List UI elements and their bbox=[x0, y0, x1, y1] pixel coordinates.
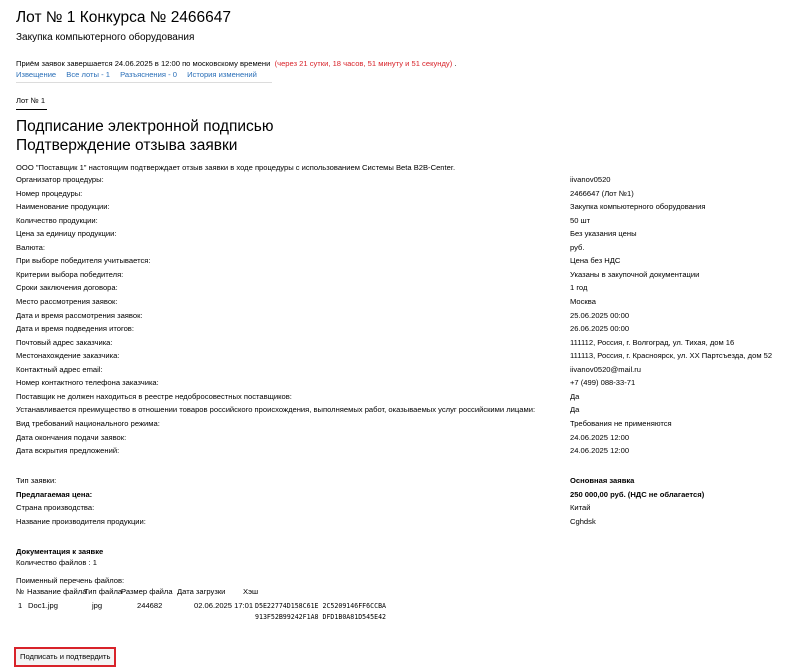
bid-value: Основная заявка bbox=[570, 476, 635, 485]
detail-label: Наименование продукции: bbox=[16, 202, 110, 211]
file-name[interactable]: Doc1.jpg bbox=[28, 601, 58, 610]
detail-row bbox=[0, 229, 800, 242]
detail-label: Дата и время подведения итогов: bbox=[16, 324, 134, 333]
deadline-notice bbox=[16, 59, 456, 68]
detail-row bbox=[0, 405, 800, 418]
detail-value: 24.06.2025 12:00 bbox=[570, 446, 630, 455]
detail-label: Поставщик не должен находиться в реестре недобросовестных поставщиков: bbox=[16, 392, 292, 401]
deadline-remaining: (через 21 сутки, 18 часов, 51 минуту и 51 секунду) bbox=[274, 59, 453, 68]
detail-value: +7 (499) 088-33-71 bbox=[570, 378, 636, 387]
file-hash-line2: 913F52B99242F1A8 DFD1B0A81D545E42 bbox=[255, 613, 387, 621]
detail-value: iivanov0520 bbox=[570, 175, 611, 184]
detail-label: Номер процедуры: bbox=[16, 189, 83, 198]
column-file-name: Название файла bbox=[27, 587, 87, 596]
detail-value: 111113, Россия, г. Красноярск, ул. XX Партсъезда, дом 52 bbox=[570, 351, 773, 360]
sign-and-confirm-button[interactable]: Подписать и подтвердить bbox=[14, 647, 116, 667]
detail-row bbox=[0, 446, 800, 459]
procedure-links bbox=[16, 70, 265, 79]
detail-value: Москва bbox=[570, 297, 596, 306]
detail-label: Дата и время рассмотрения заявок: bbox=[16, 311, 143, 320]
detail-row bbox=[0, 243, 800, 256]
tab-lot-1[interactable]: Лот № 1 bbox=[16, 96, 46, 105]
detail-label: Место рассмотрения заявок: bbox=[16, 297, 118, 306]
detail-row bbox=[0, 283, 800, 296]
detail-value: руб. bbox=[570, 243, 585, 252]
detail-label: Количество продукции: bbox=[16, 216, 98, 225]
detail-value: iivanov0520@mail.ru bbox=[570, 365, 642, 374]
bid-row bbox=[0, 503, 800, 516]
detail-label: Номер контактного телефона заказчика: bbox=[16, 378, 159, 387]
procurement-subtitle: Закупка компьютерного оборудования bbox=[16, 32, 195, 43]
bid-value: Cghdsk bbox=[570, 517, 596, 526]
detail-row bbox=[0, 351, 800, 364]
link-change-history[interactable]: История изменений bbox=[187, 70, 257, 79]
detail-label: При выборе победителя учитывается: bbox=[16, 256, 151, 265]
detail-row bbox=[0, 378, 800, 391]
bid-value: 250 000,00 руб. (НДС не облагается) bbox=[570, 490, 705, 499]
link-all-lots[interactable]: Все лоты - 1 bbox=[66, 70, 110, 79]
detail-row bbox=[0, 216, 800, 229]
detail-label: Дата вскрытия предложений: bbox=[16, 446, 120, 455]
links-divider bbox=[16, 82, 272, 83]
column-hash: Хэш bbox=[243, 587, 259, 596]
detail-value: Да bbox=[570, 405, 580, 414]
detail-row bbox=[0, 189, 800, 202]
detail-label: Местонахождение заказчика: bbox=[16, 351, 120, 360]
detail-label: Почтовый адрес заказчика: bbox=[16, 338, 113, 347]
link-clarifications[interactable]: Разъяснения - 0 bbox=[120, 70, 177, 79]
bid-row bbox=[0, 490, 800, 503]
bid-label: Название производителя продукции: bbox=[16, 517, 146, 526]
detail-value: Указаны в закупочной документации bbox=[570, 270, 700, 279]
confirmation-intro: ООО "Поставщик 1" настоящим подтверждает отзыв заявки в ходе процедуры с использованием Системы Beta B2B-Center. bbox=[16, 163, 456, 172]
detail-value: 1 год bbox=[570, 283, 588, 292]
detail-row bbox=[0, 297, 800, 310]
detail-label: Устанавливается преимущество в отношении товаров российского происхождения, выполняемых работ, оказываемых услуг российскими лицами: bbox=[16, 405, 536, 414]
section-subheading: Подтверждение отзыва заявки bbox=[16, 137, 238, 154]
documents-title: Документация к заявке bbox=[16, 547, 104, 556]
bid-value: Китай bbox=[570, 503, 591, 512]
column-upload-date: Дата загрузки bbox=[177, 587, 226, 596]
file-number: 1 bbox=[18, 601, 23, 610]
detail-row bbox=[0, 270, 800, 283]
bid-row bbox=[0, 476, 800, 489]
section-heading: Подписание электронной подписью bbox=[16, 118, 274, 135]
column-file-type: Тип файла bbox=[84, 587, 123, 596]
detail-row bbox=[0, 256, 800, 269]
documents-count: Количество файлов : 1 bbox=[16, 558, 97, 567]
detail-row bbox=[0, 419, 800, 432]
detail-row bbox=[0, 338, 800, 351]
detail-row bbox=[0, 175, 800, 188]
detail-label: Контактный адрес email: bbox=[16, 365, 103, 374]
detail-label: Цена за единицу продукции: bbox=[16, 229, 117, 238]
detail-row bbox=[0, 324, 800, 337]
detail-row bbox=[0, 202, 800, 215]
file-size: 244682 bbox=[137, 601, 163, 610]
detail-value: 111112, Россия, г. Волгоград, ул. Тихая, дом 16 bbox=[570, 338, 735, 347]
detail-value: 2466647 (Лот №1) bbox=[570, 189, 634, 198]
detail-value: Да bbox=[570, 392, 580, 401]
link-notice[interactable]: Извещение bbox=[16, 70, 57, 79]
bid-label: Страна производства: bbox=[16, 503, 95, 512]
bid-row bbox=[0, 517, 800, 530]
file-upload-date: 02.06.2025 17:01 bbox=[194, 601, 254, 610]
detail-value: Без указания цены bbox=[570, 229, 637, 238]
detail-row bbox=[0, 392, 800, 405]
page-title: Лот № 1 Конкурса № 2466647 bbox=[16, 9, 232, 26]
column-number: № bbox=[16, 587, 25, 596]
detail-row bbox=[0, 433, 800, 446]
detail-value: Требования не применяются bbox=[570, 419, 672, 428]
bid-label: Тип заявки: bbox=[16, 476, 57, 485]
column-file-size: Размер файла bbox=[121, 587, 173, 596]
detail-row bbox=[0, 365, 800, 378]
tab-active-underline bbox=[16, 109, 47, 110]
detail-label: Вид требований национального режима: bbox=[16, 419, 160, 428]
detail-label: Валюта: bbox=[16, 243, 45, 252]
file-type: jpg bbox=[92, 601, 103, 610]
detail-value: 26.06.2025 00:00 bbox=[570, 324, 630, 333]
detail-row bbox=[0, 311, 800, 324]
detail-value: 24.06.2025 12:00 bbox=[570, 433, 630, 442]
detail-label: Дата окончания подачи заявок: bbox=[16, 433, 127, 442]
detail-label: Критерии выбора победителя: bbox=[16, 270, 124, 279]
deadline-text: Приём заявок завершается 24.06.2025 в 12:00 по московскому времени bbox=[16, 59, 271, 68]
detail-value: Цена без НДС bbox=[570, 256, 621, 265]
detail-value: 25.06.2025 00:00 bbox=[570, 311, 630, 320]
bid-label: Предлагаемая цена: bbox=[16, 490, 93, 499]
detail-value: Закупка компьютерного оборудования bbox=[570, 202, 706, 211]
detail-value: 50 шт bbox=[570, 216, 591, 225]
files-list-title: Поименный перечень файлов: bbox=[16, 576, 125, 585]
file-hash-line1: D5E22774D158C61E 2C5209146FF6CCBA bbox=[255, 602, 387, 610]
detail-label: Организатор процедуры: bbox=[16, 175, 104, 184]
detail-label: Сроки заключения договора: bbox=[16, 283, 118, 292]
deadline-end: . bbox=[452, 59, 457, 68]
